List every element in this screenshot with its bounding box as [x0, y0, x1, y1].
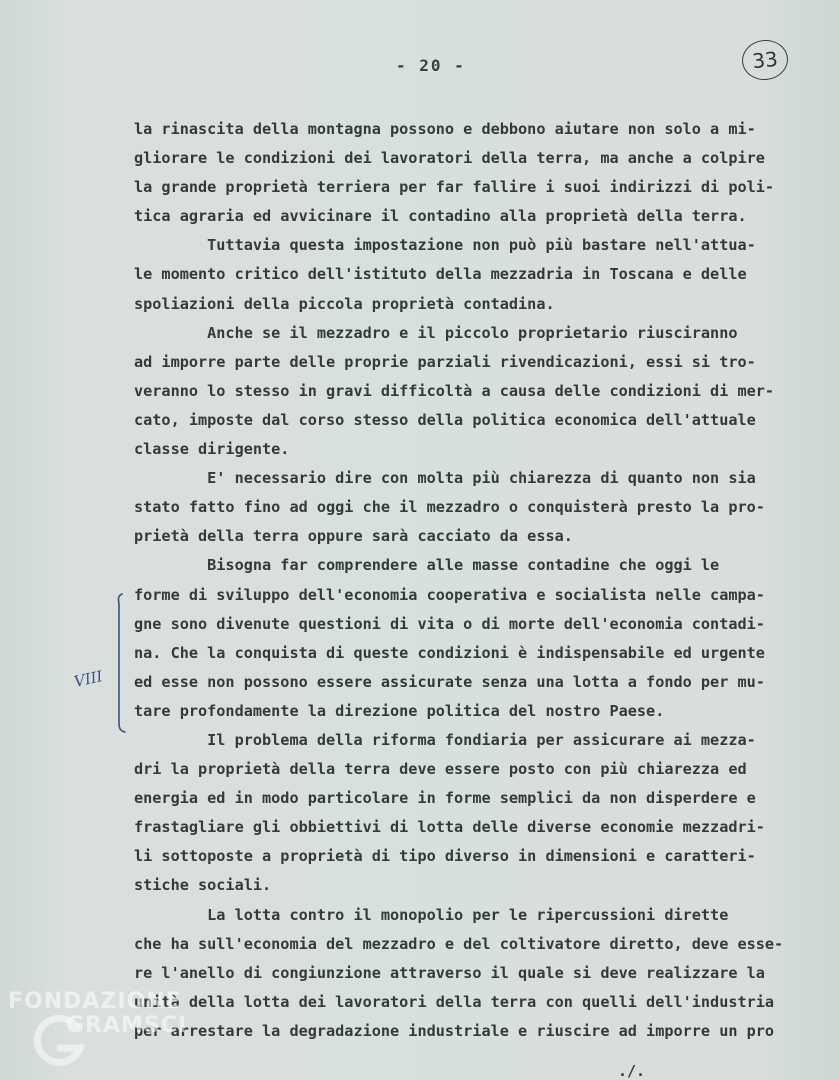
- margin-bracket-mark: [112, 592, 126, 734]
- text-line: energia ed in modo particolare in forme semplici da non disperdere e: [134, 789, 756, 808]
- text-line: veranno lo stesso in gravi difficoltà a causa delle condizioni di mer-: [134, 381, 775, 400]
- margin-annotation: VIII: [72, 667, 105, 691]
- text-line: E' necessario dire con molta più chiarezza di quanto non sia: [134, 469, 756, 488]
- text-line: tare profondamente la direzione politica del nostro Paese.: [134, 701, 665, 720]
- text-line: stiche sociali.: [134, 876, 272, 895]
- text-line: le momento critico dell'istituto della mezzadria in Toscana e delle: [134, 265, 747, 284]
- text-line: Anche se il mezzadro e il piccolo proprietario riusciranno: [134, 323, 738, 342]
- text-line: tica agraria ed avvicinare il contadino alla proprietà della terra.: [134, 207, 747, 226]
- watermark-line-1: FONDAZIONE: [8, 989, 182, 1014]
- text-line: dri la proprietà della terra deve essere posto con più chiarezza ed: [134, 760, 747, 779]
- text-line: La lotta contro il monopolio per le ripercussioni dirette: [134, 905, 729, 924]
- archive-number-value: 33: [751, 46, 779, 74]
- text-line: classe dirigente.: [134, 440, 290, 459]
- watermark-line-2: GRAMSCI: [66, 1013, 188, 1038]
- typewritten-body: [134, 115, 824, 1046]
- text-line: li sottoposte a proprietà di tipo diverso in dimensioni e caratteri-: [134, 847, 756, 866]
- text-line: ad imporre parte delle proprie parziali rivendicazioni, essi si tro-: [134, 352, 756, 371]
- archive-number-stamp: [740, 38, 790, 83]
- text-line: frastagliare gli obbiettivi di lotta delle diverse economie mezzadri-: [134, 818, 765, 837]
- text-line: per arrestare la degradazione industriale e riuscire ad imporre un pro: [134, 1021, 775, 1040]
- text-line: la rinascita della montagna possono e debbono aiutare non solo a mi-: [134, 120, 756, 138]
- text-line: spoliazioni della piccola proprietà contadina.: [134, 294, 555, 313]
- text-line: Bisogna far comprendere alle masse contadine che oggi le: [134, 556, 720, 575]
- text-line: forme di sviluppo dell'economia cooperativa e socialista nelle campa-: [134, 585, 765, 604]
- foundation-watermark: [8, 990, 187, 1038]
- text-line: cato, imposte dal corso stesso della politica economica dell'attuale: [134, 410, 756, 429]
- continuation-mark: ./.: [618, 1062, 646, 1080]
- text-line: la grande proprietà terriera per far fallire i suoi indirizzi di poli-: [134, 178, 775, 197]
- text-line: gne sono divenute questioni di vita o di morte dell'economia contadi-: [134, 614, 765, 633]
- page-number: - 20 -: [396, 56, 466, 75]
- text-line: stato fatto fino ad oggi che il mezzadro o conquisterà presto la pro-: [134, 498, 765, 517]
- text-line: na. Che la conquista di queste condizioni è indispensabile ed urgente: [134, 643, 765, 662]
- text-line: Tuttavia questa impostazione non può più bastare nell'attua-: [134, 236, 756, 255]
- text-line: Il problema della riforma fondiaria per assicurare ai mezza-: [134, 730, 756, 749]
- text-line: che ha sull'economia del mezzadro e del coltivatore diretto, deve esse-: [134, 934, 784, 953]
- text-line: ed esse non possono essere assicurate senza una lotta a fondo per mu-: [134, 672, 765, 691]
- text-line: re l'anello di congiunzione attraverso il quale si deve realizzare la: [134, 963, 765, 982]
- text-line: gliorare le condizioni dei lavoratori della terra, ma anche a colpire: [134, 149, 765, 168]
- text-line: prietà della terra oppure sarà cacciato da essa.: [134, 527, 573, 546]
- text-line: unità della lotta dei lavoratori della terra con quelli dell'industria: [134, 992, 775, 1011]
